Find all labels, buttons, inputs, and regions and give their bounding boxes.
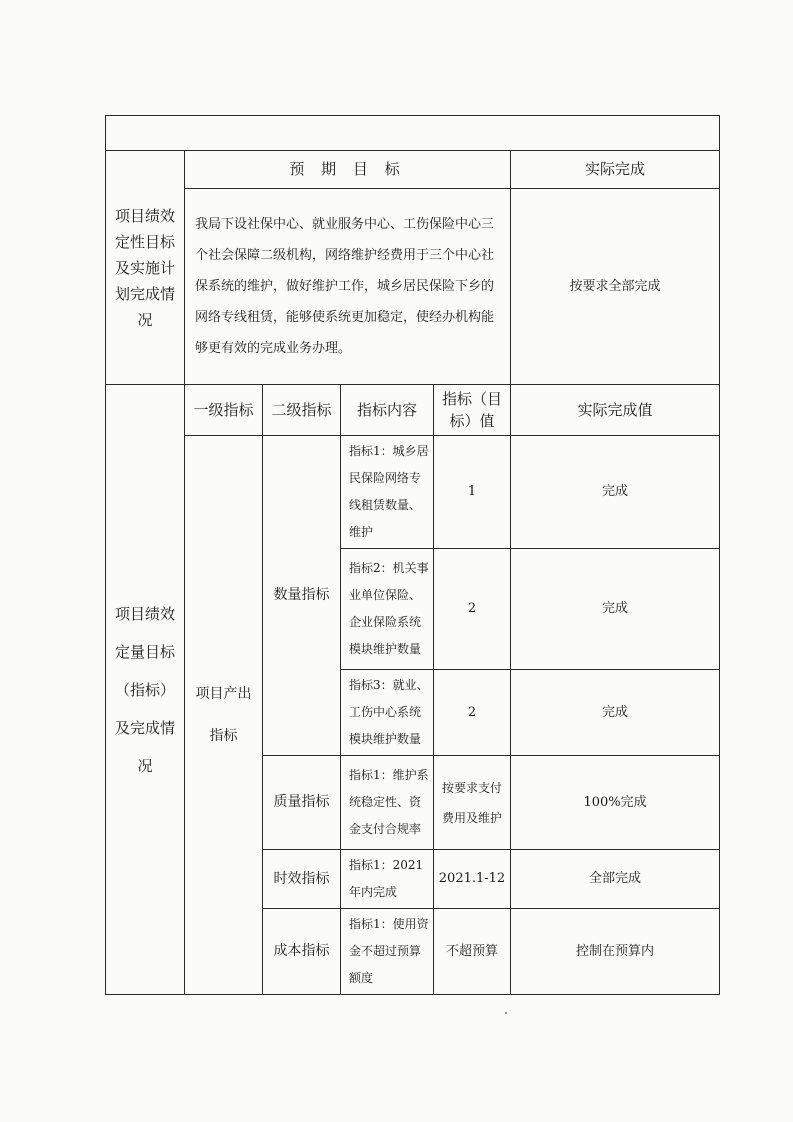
top-blank-row <box>106 116 720 151</box>
indicator-actual: 完成 <box>511 436 720 549</box>
indicator-actual: 控制在预算内 <box>511 909 720 995</box>
indicator-actual: 完成 <box>511 670 720 756</box>
level2-timeliness: 时效指标 <box>263 850 341 909</box>
goal-description: 我局下设社保中心、就业服务中心、工伤保险中心三个社会保障二级机构，网络维护经费用于三个中心社保系统的维护，做好维护工作，城乡居民保险下乡的网络专线租赁，能够使系统更加稳定，使经办机构能够更有效的完成业务办理。 <box>185 189 511 385</box>
indicator-target: 2 <box>434 670 511 756</box>
col-header-target: 指标（目标）值 <box>434 385 511 436</box>
level1-label: 项目产出指标 <box>185 436 263 995</box>
indicator-content: 指标1：维护系统稳定性、资金支付合规率 <box>341 756 434 850</box>
actual-completion-header: 实际完成 <box>511 151 720 189</box>
quantitative-label: 项目绩效定量目标（指标）及完成情况 <box>106 385 185 995</box>
indicator-target: 2021.1-12 <box>434 850 511 909</box>
level2-quality: 质量指标 <box>263 756 341 850</box>
qualitative-result: 按要求全部完成 <box>511 189 720 385</box>
scan-speck <box>505 1012 507 1014</box>
performance-table <box>105 115 720 995</box>
col-header-actual: 实际完成值 <box>511 385 720 436</box>
indicator-target: 1 <box>434 436 511 549</box>
indicator-actual: 100%完成 <box>511 756 720 850</box>
indicator-actual: 全部完成 <box>511 850 720 909</box>
indicator-content: 指标1：城乡居民保险网络专线租赁数量、维护 <box>341 436 434 549</box>
indicator-content: 指标1：2021年内完成 <box>341 850 434 909</box>
col-header-content: 指标内容 <box>341 385 434 436</box>
indicator-target: 2 <box>434 549 511 670</box>
level2-quantity: 数量指标 <box>263 436 341 756</box>
qualitative-label: 项目绩效定性目标及实施计划完成情况 <box>106 151 185 385</box>
indicator-content: 指标1：使用资金不超过预算额度 <box>341 909 434 995</box>
col-header-level2: 二级指标 <box>263 385 341 436</box>
indicator-content: 指标2：机关事业单位保险、企业保险系统模块维护数量 <box>341 549 434 670</box>
col-header-level1: 一级指标 <box>185 385 263 436</box>
level2-cost: 成本指标 <box>263 909 341 995</box>
indicator-target: 按要求支付费用及维护 <box>434 756 511 850</box>
indicator-content: 指标3：就业、工伤中心系统模块维护数量 <box>341 670 434 756</box>
indicator-actual: 完成 <box>511 549 720 670</box>
expected-goal-header: 预 期 目 标 <box>185 151 511 189</box>
indicator-target: 不超预算 <box>434 909 511 995</box>
